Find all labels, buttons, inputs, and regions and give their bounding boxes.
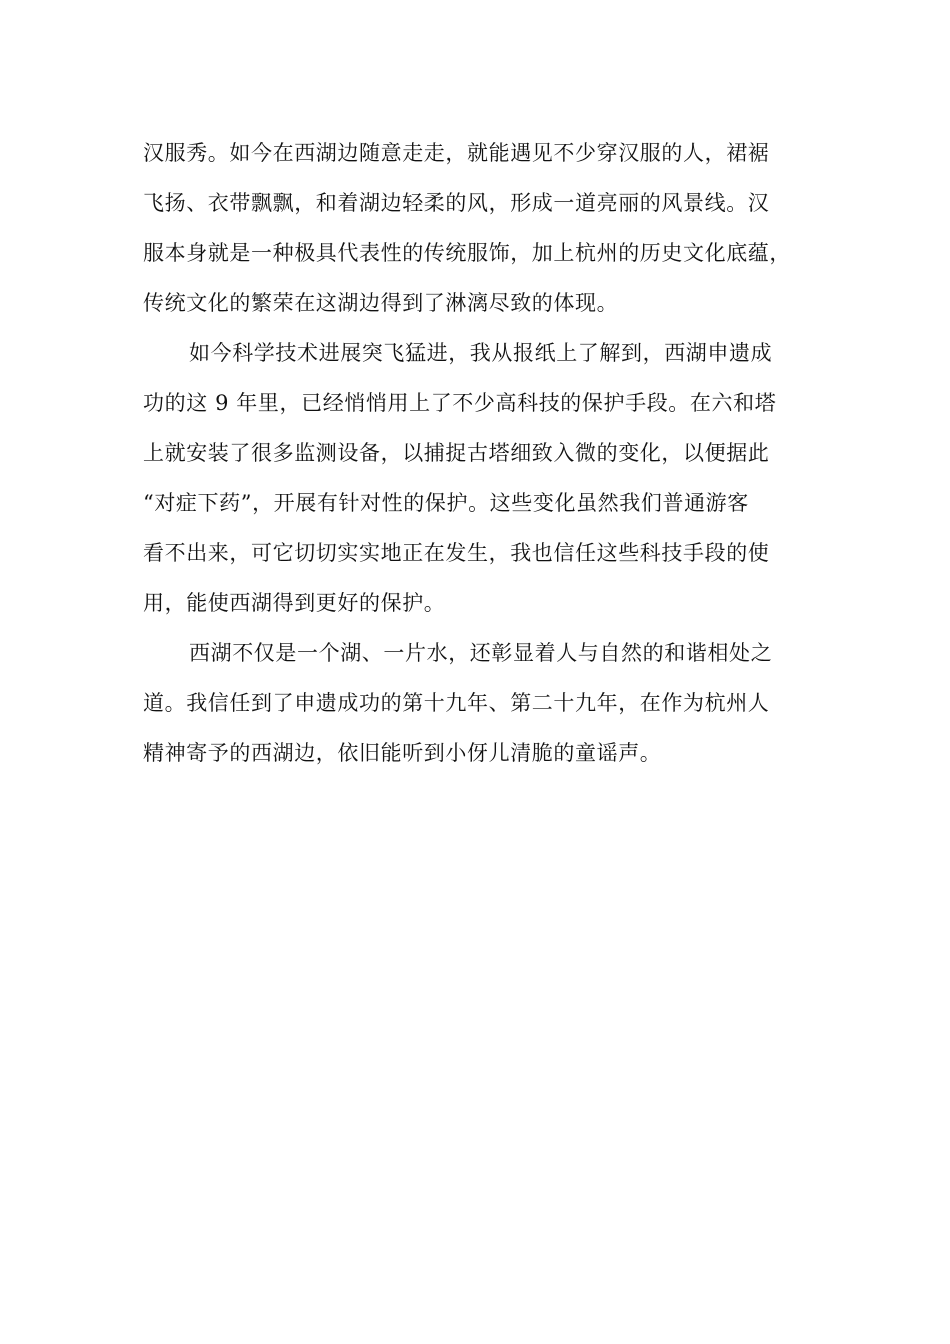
text-line: 用，能使西湖得到更好的保护。	[143, 591, 446, 615]
paragraph-conclusion	[143, 628, 823, 778]
text-line: 传统文化的繁荣在这湖边得到了淋漓尽致的体现。	[143, 291, 619, 315]
text-line: “对症下药”，开展有针对性的保护。这些变化虽然我们普通游客	[143, 491, 749, 515]
text-line: 飞扬、衣带飘飘，和着湖边轻柔的风，形成一道亮丽的风景线。汉	[143, 191, 770, 215]
text-line: 功的这 9 年里，已经悄悄用上了不少高科技的保护手段。在六和塔	[143, 391, 777, 415]
paragraph-technology	[143, 328, 823, 628]
text-line: 看不出来，可它切切实实地正在发生，我也信任这些科技手段的使	[143, 541, 770, 565]
text-line: 服本身就是一种极具代表性的传统服饰，加上杭州的历史文化底蕴，	[143, 241, 791, 265]
text-line: 如今科学技术进展突飞猛进，我从报纸上了解到，西湖申遗成	[189, 341, 773, 365]
text-line: 汉服秀。如今在西湖边随意走走，就能遇见不少穿汉服的人，裙裾	[143, 141, 770, 165]
text-line: 西湖不仅是一个湖、一片水，还彰显着人与自然的和谐相处之	[189, 641, 773, 665]
paragraph-hanfu	[143, 128, 823, 328]
text-line: 上就安装了很多监测设备，以捕捉古塔细致入微的变化，以便据此	[143, 441, 770, 465]
text-line: 精神寄予的西湖边，依旧能听到小伢儿清脆的童谣声。	[143, 741, 662, 765]
text-line: 道。我信任到了申遗成功的第十九年、第二十九年，在作为杭州人	[143, 691, 770, 715]
document-body	[143, 128, 823, 778]
